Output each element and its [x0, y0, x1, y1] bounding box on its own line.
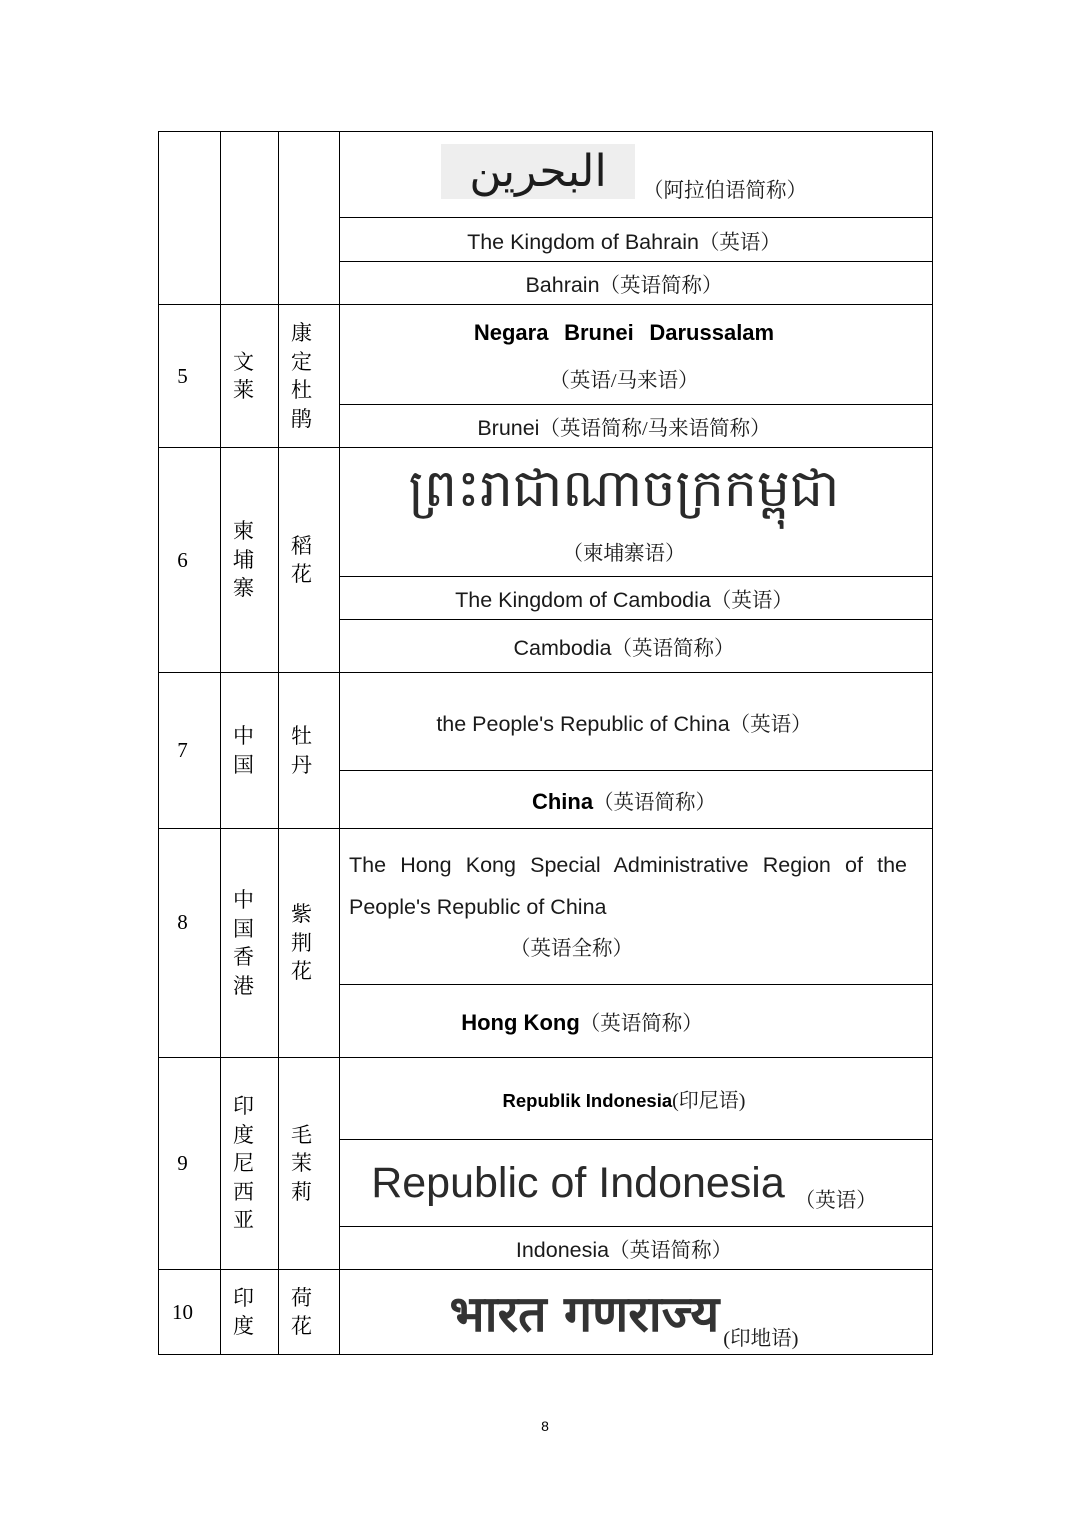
english-short-name: [461, 1006, 703, 1036]
national-flower: 荷花: [291, 1285, 312, 1338]
country-cell: [220, 672, 279, 829]
english-short-name-cell: [339, 984, 933, 1058]
native-name-cell: [339, 131, 933, 218]
name-text: Hong Kong: [461, 1010, 580, 1035]
country-name: 柬埔寨: [233, 519, 254, 601]
national-flower: 毛茉莉: [291, 1122, 312, 1204]
country-name: 印度尼西亚: [233, 1094, 254, 1233]
flower-cell: [278, 447, 340, 673]
english-full-name: The Hong Kong Special Administrative Region of the People's Republic of China: [349, 852, 907, 919]
english-short-name: [516, 1233, 732, 1263]
name-note: （英语简称）: [611, 638, 735, 660]
country-cell: [220, 447, 279, 673]
name-text: Republik Indonesia: [502, 1090, 673, 1111]
row-number: 7: [177, 738, 188, 762]
english-short-name-cell: [339, 1226, 933, 1270]
english-full-name-cell: [339, 576, 933, 620]
country-cell: [220, 131, 279, 305]
name-note: （英语简称）: [593, 791, 717, 814]
name-note: （英语简称）: [579, 1013, 703, 1035]
name-text: Brunei: [477, 416, 540, 440]
native-name-cell: [339, 447, 933, 577]
native-name-group: [441, 144, 807, 202]
name-text-image: Republic of Indonesia: [371, 1158, 785, 1207]
row-number: 6: [177, 547, 188, 572]
name-text: The Kingdom of Cambodia: [455, 588, 711, 612]
khmer-name-note: （柬埔寨语）: [562, 543, 686, 565]
name-note: （英语）: [698, 231, 781, 254]
name-text: the People's Republic of China: [436, 711, 730, 736]
english-full-name-cell: [339, 1139, 933, 1227]
native-name-cell: [339, 1269, 933, 1355]
full-name: Negara Brunei Darussalam: [473, 320, 775, 345]
national-flower: 稻花: [291, 533, 312, 586]
name-note: （英语）: [794, 1189, 877, 1212]
flower-cell: [278, 1269, 340, 1355]
name-note: （英语简称）: [599, 275, 723, 297]
english-full-name: [467, 225, 781, 255]
name-note: （英语）: [729, 713, 812, 736]
flower-cell: [278, 672, 340, 829]
english-full-name-cell: [339, 828, 933, 985]
name-note: （英语）: [710, 590, 793, 612]
name-text: Indonesia: [515, 1238, 610, 1262]
row-number-cell: [158, 672, 221, 829]
english-short-name-cell: [339, 261, 933, 305]
country-cell: [220, 1057, 279, 1270]
full-name-cell: [339, 304, 933, 405]
flower-cell: [278, 1057, 340, 1270]
english-full-name: [455, 583, 793, 613]
name-note: （英语简称/马来语简称）: [539, 418, 771, 440]
country-name: 中国: [233, 724, 254, 777]
name-text: The Kingdom of Bahrain: [467, 229, 699, 254]
hindi-name: भारत गणराज्य: [449, 1285, 720, 1343]
row-number-cell: [158, 131, 221, 305]
native-name: [449, 1278, 799, 1350]
country-name: 文莱: [233, 349, 254, 402]
country-cell: [220, 304, 279, 448]
name-note: (印地语): [723, 1328, 799, 1350]
english-full-name-note: （英语全称）: [510, 937, 633, 960]
country-cell: [220, 828, 279, 1058]
english-full-name-cell: [339, 217, 933, 262]
english-full-name: [436, 707, 811, 737]
national-flower: 康定杜鹃: [291, 321, 312, 431]
short-name-cell: [339, 404, 933, 448]
english-short-name-cell: [339, 770, 933, 829]
row-number-cell: [158, 447, 221, 673]
arabic-name: البحرين: [469, 145, 607, 197]
name-note: (印尼语): [672, 1090, 746, 1112]
row-number-cell: [158, 828, 221, 1058]
name-note: （英语简称）: [609, 1240, 733, 1262]
name-text: China: [531, 788, 594, 814]
english-short-name: [532, 785, 716, 815]
page-number: 8: [541, 1418, 549, 1434]
row-number: 10: [172, 1299, 193, 1324]
english-full-name: [371, 1158, 877, 1212]
arabic-name-image: [441, 144, 635, 199]
short-name: [477, 411, 770, 441]
name-text: Cambodia: [513, 636, 612, 660]
row-number-cell: [158, 304, 221, 448]
english-short-name-cell: [339, 619, 933, 673]
flower-cell: [278, 828, 340, 1058]
row-number-cell: [158, 1057, 221, 1270]
khmer-name: ព្រះរាជាណាចក្រកម្ពុជា: [408, 459, 840, 519]
national-flower: 牡丹: [291, 724, 312, 777]
flower-cell: [278, 131, 340, 305]
national-flower: 紫荆花: [291, 902, 312, 984]
name-text: Bahrain: [525, 273, 600, 297]
row-number: 8: [177, 909, 188, 934]
full-name-note: （英语/马来语）: [549, 370, 699, 392]
arabic-name-note: （阿拉伯语简称）: [643, 179, 807, 202]
native-name-cell: [339, 1057, 933, 1140]
country-name: 印度: [233, 1285, 254, 1338]
english-short-name: [525, 268, 722, 298]
row-number: 5: [177, 363, 188, 388]
english-short-name: [514, 631, 735, 661]
row-number-cell: [158, 1269, 221, 1355]
native-name: [503, 1084, 746, 1113]
row-number: 9: [177, 1151, 188, 1175]
country-cell: [220, 1269, 279, 1355]
flower-cell: [278, 304, 340, 448]
english-full-name-cell: [339, 672, 933, 771]
country-name: 中国香港: [233, 888, 254, 998]
